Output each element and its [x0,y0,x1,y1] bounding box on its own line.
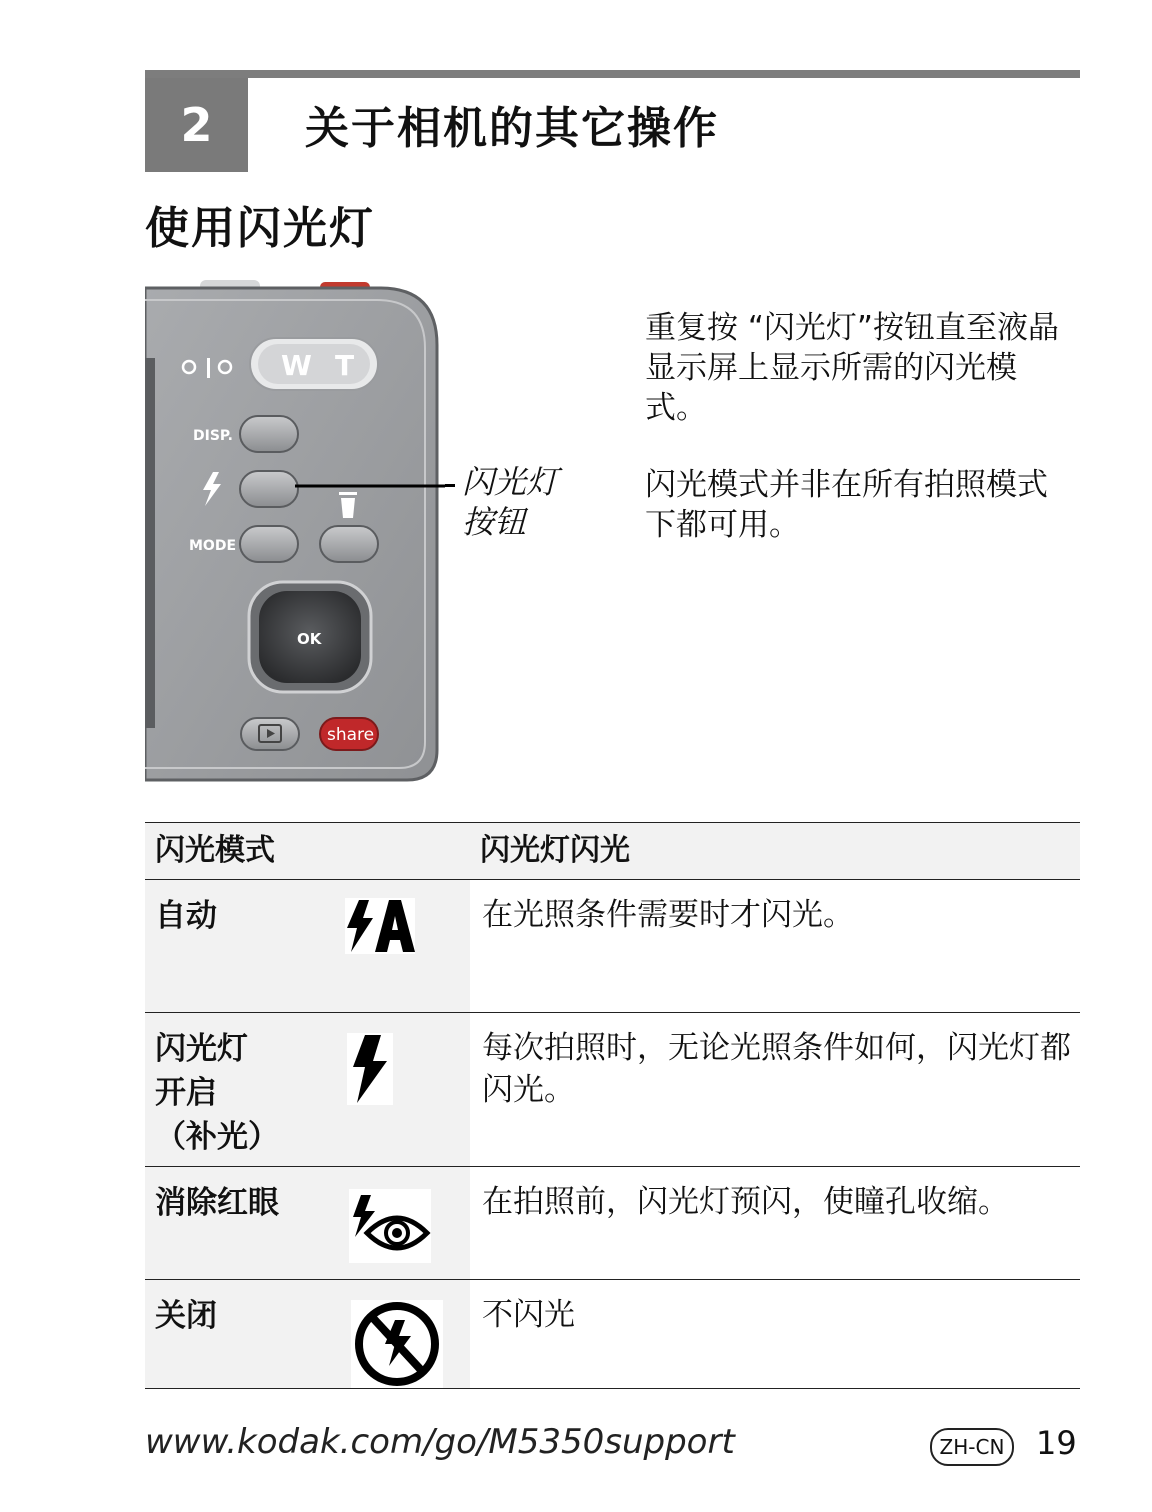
table-row [145,880,1080,1013]
callout-line-ext [445,484,455,487]
description-para2: 闪光模式并非在所有拍照模式下都可用。 [645,467,1048,543]
chapter-title: 关于相机的其它操作 [305,103,719,154]
header-flash: 闪光灯闪光 [480,833,630,868]
flash-auto-icon [345,898,415,954]
flash-off-icon [351,1300,443,1388]
mode-description: 在拍照前，闪光灯预闪，使瞳孔收缩。 [482,1184,1009,1220]
flash-red-eye-icon [349,1189,431,1263]
disp-label: DISP. [193,428,233,444]
mode-name: 消除红眼 [145,1167,335,1279]
section-title: 使用闪光灯 [145,203,375,254]
callout-line2: 按钮 [462,503,527,541]
support-url[interactable]: www.kodak.com/go/M5350support [145,1422,735,1462]
table-row [145,1167,1080,1280]
mode-name: 闪光灯 开启 （补光） [145,1013,335,1166]
flash-mode-table [145,822,1080,1389]
table-row [145,1013,1080,1167]
mode-name: 自动 [145,880,335,1012]
table-row [145,1280,1080,1389]
page-number: 19 [1036,1424,1077,1462]
mode-name: 关闭 [145,1280,335,1388]
zoom-w-label: W [281,349,312,382]
mode-description: 不闪光 [482,1297,575,1333]
language-badge: ZH-CN [930,1428,1014,1466]
header-mode: 闪光模式 [155,833,275,868]
chapter-rule [145,70,1080,78]
chapter-number: 2 [145,78,248,172]
mode-description: 每次拍照时，无论光照条件如何，闪光灯都闪光。 [482,1030,1071,1108]
ok-label: OK [297,630,322,648]
mode-description: 在光照条件需要时才闪光。 [482,897,854,933]
zoom-t-label: T [335,349,355,382]
table-header [145,822,1080,880]
camera-illustration [145,280,445,785]
description-para1: 重复按 “闪光灯”按钮直至液晶显示屏上显示所需的闪光模式。 [645,310,1059,426]
flash-fill-icon [347,1033,393,1105]
share-label: share [327,725,375,745]
flash-button-callout [462,462,558,542]
callout-line1: 闪光灯 [462,463,559,501]
mode-label: MODE [189,538,237,554]
